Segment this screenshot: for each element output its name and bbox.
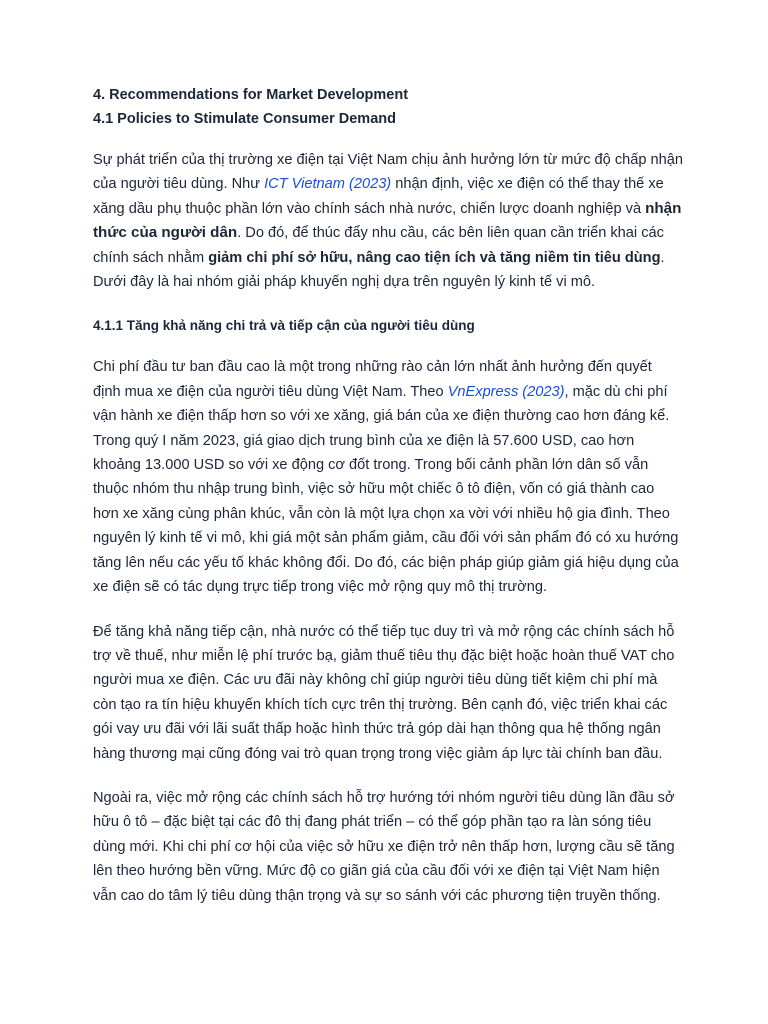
intro-text-3: . Do đó, để thúc đẩy nhu cầu, các bên liên quan cần triển khai các chính sách nhằm (93, 225, 664, 266)
paragraph-first-time-buyers: Ngoài ra, việc mở rộng các chính sách hỗ trợ hướng tới nhóm người tiêu dùng lần đầu sở hữu ô tô – đặc biệt tại các đô thị đang phát triển – có thể góp phần tạo ra làn sóng tiêu dùng mới. Khi chi phí cơ hội của việc sở hữu xe điện trở nên thấp hơn, lượng cầu sẽ tăng lên theo hướng bền vững. Mức độ co giãn giá của cầu đối với xe điện tại Việt Nam hiện vẫn cao do tâm lý tiêu dùng thận trọng và sự so sánh với các phương tiện truyền thống. (93, 789, 675, 904)
section-heading: 4. Recommendations for Market Development (93, 87, 409, 103)
subsubsection-heading: 4.1.1 Tăng khả năng chi trả và tiếp cận của người tiêu dùng (93, 318, 475, 334)
intro-text-2: nhận định, việc xe điện có thể thay thế xe xăng dầu phụ thuộc phần lớn vào chính sách nhà nước, chiến lược doanh nghiệp và (93, 176, 664, 217)
intro-bold-1: nhận thức của người dân (93, 199, 682, 242)
document-page (93, 83, 683, 928)
subsection-heading: 4.1 Policies to Stimulate Consumer Demand (93, 111, 396, 127)
ict-vietnam-link[interactable]: ICT Vietnam (2023) (264, 176, 392, 193)
paragraph-cost-barrier (93, 355, 683, 599)
intro-text-4: . Dưới đây là hai nhóm giải pháp khuyến nghị dựa trên nguyên lý kinh tế vi mô. (93, 249, 665, 291)
para1-text-2: , mặc dù chi phí vận hành xe điện thấp hơn so với xe xăng, giá bán của xe điện thường cao hơn đáng kể. Trong quý I năm 2023, giá giao dịch trung bình của xe điện là 57.600 USD, cao hơn khoảng 13.000 USD so với xe động cơ đốt trong. Trong bối cảnh phần lớn dân số vẫn thuộc nhóm thu nhập trung bình, việc sở hữu một chiếc ô tô điện, vốn có giá thành cao hơn xe xăng cùng phân khúc, vẫn còn là một lựa chọn xa vời với nhiều hộ gia đình. Theo nguyên lý kinh tế vi mô, khi giá một sản phẩm giảm, cầu đối với sản phẩm đó có xu hướng tăng lên nếu các yếu tố khác không đổi. Do đó, các biện pháp giúp giảm giá hiệu dụng của xe điện sẽ có tác dụng trực tiếp trong việc mở rộng quy mô thị trường. (93, 383, 679, 596)
intro-paragraph (93, 148, 683, 294)
para1-text-1: Chi phí đầu tư ban đầu cao là một trong những rào cản lớn nhất ảnh hưởng đến quyết định mua xe điện của người tiêu dùng Việt Nam. Theo (93, 359, 652, 400)
intro-text-1: Sự phát triển của thị trường xe điện tại Việt Nam chịu ảnh hưởng lớn từ mức độ chấp nhận của người tiêu dùng. Như (93, 152, 684, 193)
vnexpress-link[interactable]: VnExpress (2023) (447, 383, 565, 400)
intro-bold-2: giảm chi phí sở hữu, nâng cao tiện ích và tăng niềm tin tiêu dùng (208, 249, 661, 266)
paragraph-tax-policy: Để tăng khả năng tiếp cận, nhà nước có thể tiếp tục duy trì và mở rộng các chính sách hỗ trợ về thuế, như miễn lệ phí trước bạ, giảm thuế tiêu thụ đặc biệt hoặc hoàn thuế VAT cho người mua xe điện. Các ưu đãi này không chỉ giúp người tiêu dùng tiết kiệm chi phí mà còn tạo ra tín hiệu khuyến khích tích cực trên thị trường. Bên cạnh đó, việc triển khai các gói vay ưu đãi với lãi suất thấp hoặc hình thức trả góp dài hạn thông qua hệ thống ngân hàng thương mại cũng đóng vai trò quan trọng trong việc giảm áp lực tài chính ban đầu. (93, 623, 675, 762)
